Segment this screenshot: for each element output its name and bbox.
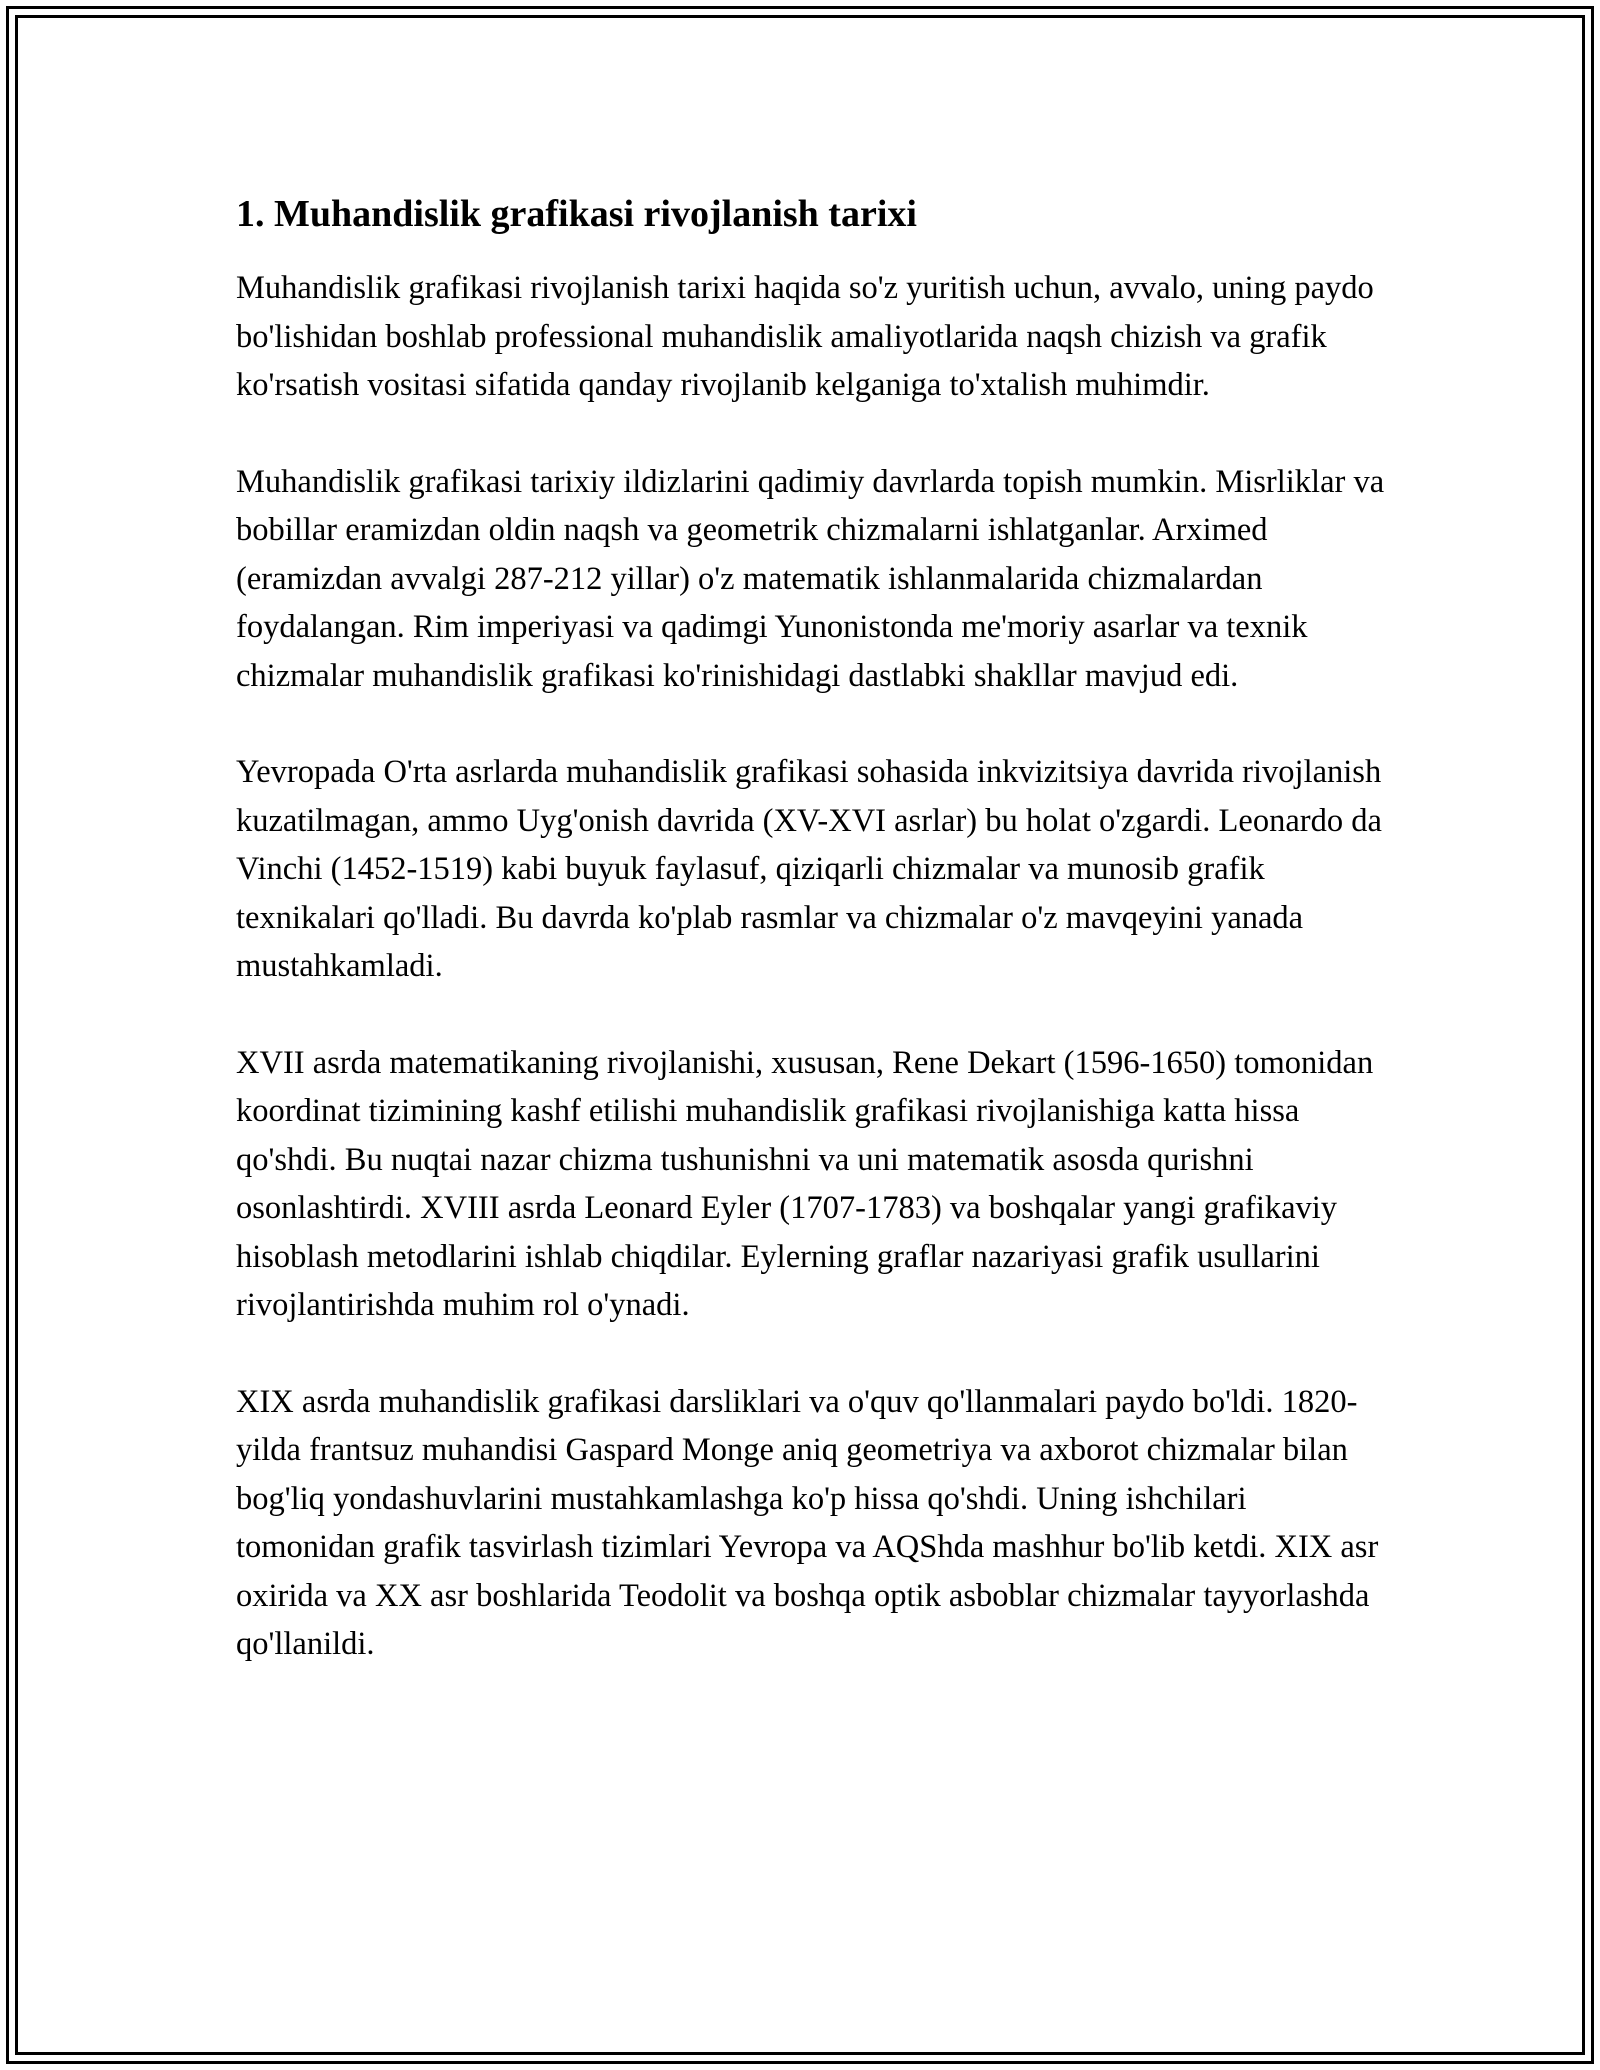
paragraph-17th-18th-century: XVII asrda matematikaning rivojlanishi, xususan, Rene Dekart (1596-1650) tomonidan koordinat tizimining kashf etilishi muhandislik grafikasi rivojlanishiga katta hissa qo'shdi. Bu nuqtai nazar chizma tushunishni va uni matematik asosda qurishni osonlashtirdi. XVIII asrda Leonard Eyler (1707-1783) va boshqalar yangi grafikaviy hisoblash metodlarini ishlab chiqdilar. Eylerning graflar nazariyasi grafik usullarini rivojlantirishda muhim rol o'ynadi. xyxy=(236,1044,1374,1323)
paragraph-middle-ages: Yevropada O'rta asrlarda muhandislik grafikasi sohasida inkvizitsiya davrida rivojlanish kuzatilmagan, ammo Uyg'onish davrida (XV-XVI asrlar) bu holat o'zgardi. Leonardo da Vinchi (1452-1519) kabi buyuk faylasuf, qiziqarli chizmalar va munosib grafik texnikalari qo'lladi. Bu davrda ko'plab rasmlar va chizmalar o'z mavqeyini yanada mustahkamladi. xyxy=(236,754,1382,984)
paragraph-19th-century: XIX asrda muhandislik grafikasi darsliklari va o'quv qo'llanmalari paydo bo'ldi. 1820-yilda frantsuz muhandisi Gaspard Monge aniq geometriya va axborot chizmalar bilan bog'liq yondashuvlarini mustahkamlashga ko'p hissa qo'shdi. Uning ishchilari tomonidan grafik tasvirlash tizimlari Yevropa va AQShda mashhur bo'lib ketdi. XIX asr oxirida va XX asr boshlarida Teodolit va boshqa optik asboblar chizmalar tayyorlashda qo'llanildi. xyxy=(236,1383,1379,1662)
section-title: 1. Muhandislik grafikasi rivojlanish tarixi xyxy=(236,193,917,235)
document-body xyxy=(236,186,1386,1717)
paragraph-intro: Muhandislik grafikasi rivojlanish tarixi haqida so'z yuritish uchun, avvalo, uning paydo bo'lishidan boshlab professional muhandislik amaliyotlarida naqsh chizish va grafik ko'rsatish vositasi sifatida qanday rivojlanib kelganiga to'xtalish muhimdir. xyxy=(236,270,1374,403)
paragraph-ancient-roots: Muhandislik grafikasi tarixiy ildizlarini qadimiy davrlarda topish mumkin. Misrliklar va bobillar eramizdan oldin naqsh va geometrik chizmalarni ishlatganlar. Arximed (eramizdan avvalgi 287-212 yillar) o'z matematik ishlanmalarida chizmalardan foydalangan. Rim imperiyasi va qadimgi Yunonistonda me'moriy asarlar va texnik chizmalar muhandislik grafikasi ko'rinishidagi dastlabki shakllar mavjud edi. xyxy=(236,463,1385,694)
